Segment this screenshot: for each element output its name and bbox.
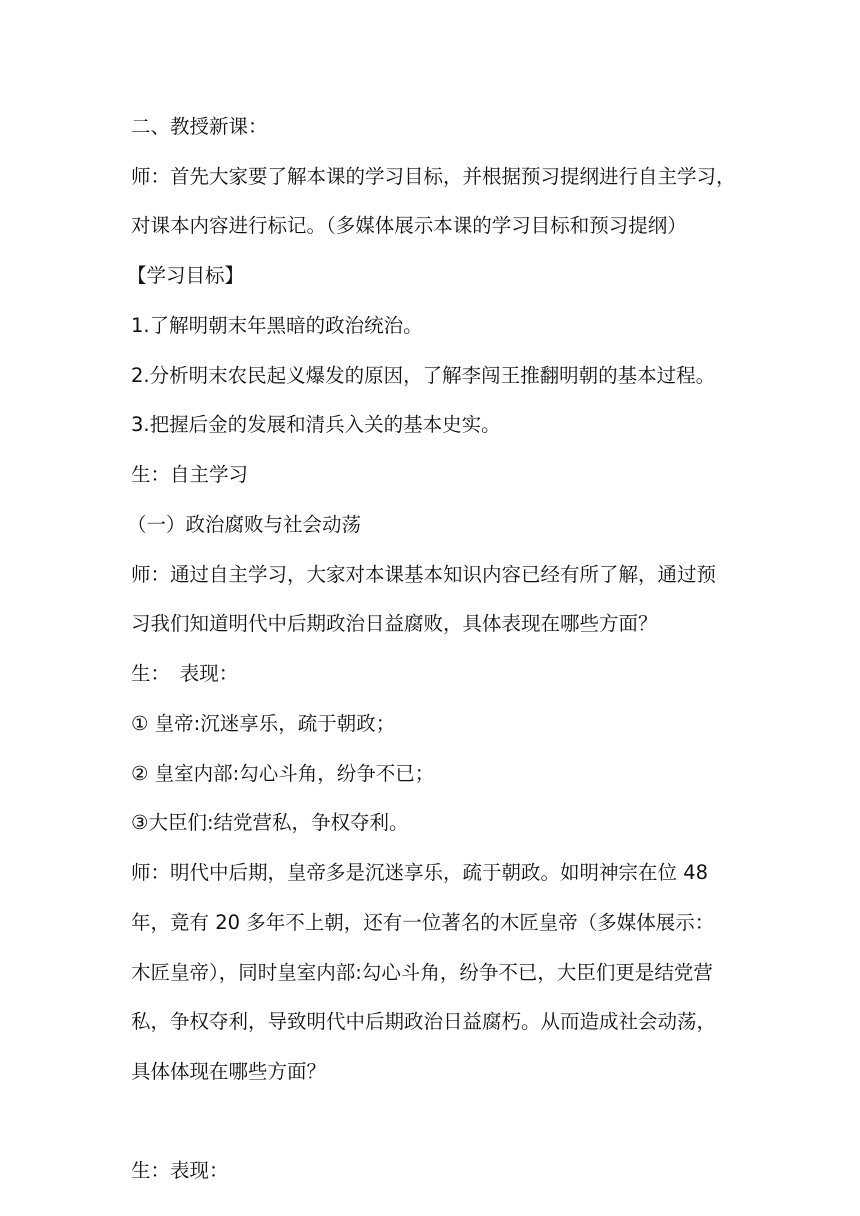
teacher-paragraph-3-line-3: 木匠皇帝），同时皇室内部:勾心斗角，纷争不已，大臣们更是结党营 — [131, 961, 713, 984]
list-item-1: ① 皇帝:沉迷享乐，疏于朝政； — [131, 712, 396, 735]
learning-goals-title: 【学习目标】 — [127, 264, 245, 287]
student-response-1: 生：自主学习 — [131, 463, 249, 486]
learning-goal-3: 3.把握后金的发展和清兵入关的基本史实。 — [131, 413, 501, 436]
section-heading: 二、教授新课： — [131, 115, 268, 138]
list-item-3: ③大臣们:结党营私，争权夺利。 — [131, 811, 409, 834]
teacher-paragraph-1-line-2: 对课本内容进行标记。（多媒体展示本课的学习目标和预习提纲） — [131, 214, 687, 237]
teacher-paragraph-3-line-4: 私，争权夺利，导致明代中后期政治日益腐朽。从而造成社会动荡， — [131, 1010, 717, 1033]
teacher-paragraph-2-line-2: 习我们知道明代中后期政治日益腐败，具体表现在哪些方面？ — [131, 612, 658, 635]
teacher-paragraph-3-line-5: 具体体现在哪些方面？ — [131, 1060, 327, 1083]
list-item-2: ② 皇室内部:勾心斗角，纷争不已； — [131, 762, 435, 785]
learning-goal-1: 1.了解明朝末年黑暗的政治统治。 — [131, 314, 423, 337]
learning-goal-2: 2.分析明末农民起义爆发的原因，了解李闯王推翻明朝的基本过程。 — [131, 364, 716, 387]
student-response-3: 生：表现： — [131, 1159, 229, 1182]
teacher-paragraph-2-line-1: 师：通过自主学习，大家对本课基本知识内容已经有所了解，通过预 — [131, 563, 717, 586]
subsection-heading-1: （一）政治腐败与社会动荡 — [127, 513, 362, 536]
student-response-2: 生： 表现： — [131, 662, 239, 685]
teacher-paragraph-3-line-1: 师：明代中后期，皇帝多是沉迷享乐，疏于朝政。如明神宗在位 48 — [131, 861, 709, 884]
teacher-paragraph-3-line-2: 年，竟有 20 多年不上朝，还有一位著名的木匠皇帝（多媒体展示： — [131, 911, 715, 934]
teacher-paragraph-1-line-1: 师：首先大家要了解本课的学习目标，并根据预习提纲进行自主学习， — [131, 165, 736, 188]
